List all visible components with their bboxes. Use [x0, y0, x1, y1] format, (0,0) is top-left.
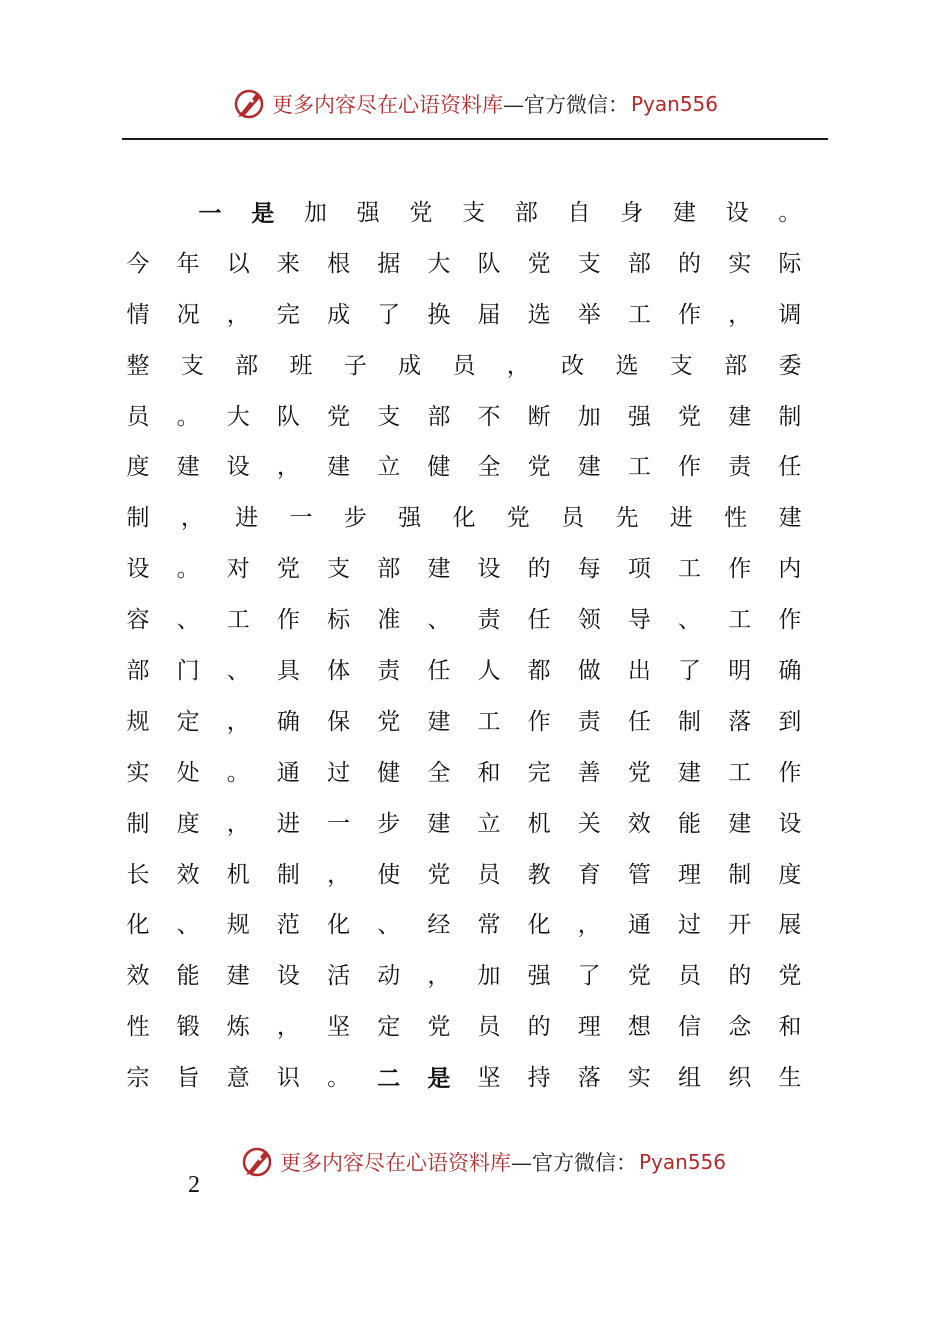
text-char: 完 — [527, 759, 551, 786]
text-char: 党 — [327, 403, 351, 430]
text-char: 范 — [276, 912, 300, 939]
text-char: 部 — [377, 556, 401, 583]
text-char: 确 — [778, 657, 802, 684]
text-char: 任 — [627, 708, 651, 735]
pen-nib-logo-icon — [240, 1144, 276, 1180]
text-char: 党 — [527, 250, 551, 277]
text-char: 责 — [377, 657, 401, 684]
text-char: 完 — [276, 301, 300, 328]
text-char: 际 — [778, 250, 802, 277]
text-char: 班 — [289, 352, 313, 379]
text-char: 旨 — [176, 1065, 200, 1092]
text-char: 加 — [577, 403, 601, 430]
text-char: 设 — [477, 556, 501, 583]
text-char: 定 — [176, 708, 200, 735]
text-char: 党 — [377, 708, 401, 735]
text-char: 。 — [778, 199, 802, 226]
text-char: 每 — [577, 556, 601, 583]
text-char: 、 — [377, 912, 401, 939]
text-char: 制 — [276, 861, 300, 888]
text-char: 的 — [678, 250, 702, 277]
text-char: 育 — [577, 861, 601, 888]
text-char: 制 — [778, 403, 802, 430]
text-char: 了 — [577, 963, 601, 990]
text-char: ， — [577, 912, 601, 939]
text-char: 健 — [377, 759, 401, 786]
text-line — [124, 493, 804, 544]
text-char: 化 — [527, 912, 551, 939]
text-char: 设 — [276, 963, 300, 990]
text-char: 性 — [724, 505, 748, 532]
text-char: 建 — [427, 556, 451, 583]
header-site-text: 更多内容尽在心语资料库 — [271, 93, 503, 117]
text-char: 大 — [226, 403, 250, 430]
text-line — [124, 595, 804, 646]
text-char: 性 — [126, 1014, 150, 1041]
text-char: 设 — [126, 556, 150, 583]
text-char: 。 — [327, 1065, 351, 1092]
text-char: 明 — [728, 657, 752, 684]
text-char: 支 — [462, 199, 486, 226]
text-char: 支 — [180, 352, 204, 379]
text-line — [124, 951, 804, 1002]
text-char: 设 — [778, 810, 802, 837]
text-char: 工 — [627, 301, 651, 328]
text-char: 和 — [477, 759, 501, 786]
text-char: 建 — [176, 454, 200, 481]
text-char: 作 — [527, 708, 551, 735]
text-line — [124, 900, 804, 951]
text-char: 过 — [678, 912, 702, 939]
text-char: ， — [180, 505, 204, 532]
text-char: 党 — [778, 963, 802, 990]
text-char: 容 — [126, 607, 150, 634]
text-char: 加 — [303, 199, 327, 226]
text-char: 员 — [561, 505, 585, 532]
text-char: 强 — [398, 505, 422, 532]
text-char: 动 — [377, 963, 401, 990]
text-char: 委 — [778, 352, 802, 379]
text-char: 是 — [427, 1065, 451, 1093]
text-char: 、 — [176, 607, 200, 634]
text-char: 想 — [627, 1014, 651, 1041]
text-char: 规 — [126, 708, 150, 735]
text-char: 善 — [577, 759, 601, 786]
text-char: 都 — [527, 657, 551, 684]
text-line — [124, 697, 804, 748]
text-char: 持 — [527, 1065, 551, 1092]
text-char: 能 — [678, 810, 702, 837]
text-char: 责 — [477, 607, 501, 634]
text-char: 以 — [226, 250, 250, 277]
text-char: ， — [728, 301, 752, 328]
text-char: 开 — [728, 912, 752, 939]
text-char: 步 — [343, 505, 367, 532]
text-char: 部 — [724, 352, 748, 379]
text-char: 党 — [276, 556, 300, 583]
text-char: 准 — [377, 607, 401, 634]
text-char: 宗 — [126, 1065, 150, 1092]
text-char: 、 — [226, 657, 250, 684]
footer-wechat-text: —官方微信： — [510, 1151, 637, 1175]
text-char: 的 — [728, 963, 752, 990]
text-char: 党 — [427, 1014, 451, 1041]
text-char: 长 — [126, 861, 150, 888]
text-char: 定 — [377, 1014, 401, 1041]
text-char: 建 — [672, 199, 696, 226]
text-char: 的 — [527, 1014, 551, 1041]
text-char: 大 — [427, 250, 451, 277]
text-char: 建 — [427, 810, 451, 837]
text-char: 出 — [627, 657, 651, 684]
text-char: 制 — [126, 810, 150, 837]
text-char: 任 — [427, 657, 451, 684]
text-char: 部 — [235, 352, 259, 379]
text-char: ， — [226, 810, 250, 837]
text-char: 强 — [356, 199, 380, 226]
text-char: ， — [276, 1014, 300, 1041]
text-char: ， — [276, 454, 300, 481]
text-char: 工 — [226, 607, 250, 634]
text-char: 炼 — [226, 1014, 250, 1041]
text-line — [124, 748, 804, 799]
text-char: 实 — [126, 759, 150, 786]
text-char: 效 — [627, 810, 651, 837]
text-char: 党 — [627, 759, 651, 786]
text-char: 坚 — [477, 1065, 501, 1092]
text-char: 员 — [126, 403, 150, 430]
text-char: 员 — [452, 352, 476, 379]
text-line — [124, 1053, 804, 1104]
text-char: 具 — [276, 657, 300, 684]
text-char: 今 — [126, 250, 150, 277]
text-char: 到 — [778, 708, 802, 735]
text-char: 生 — [778, 1065, 802, 1092]
text-char: 信 — [678, 1014, 702, 1041]
text-char: 换 — [427, 301, 451, 328]
text-char: 教 — [527, 861, 551, 888]
text-char: 选 — [527, 301, 551, 328]
text-char: 作 — [678, 301, 702, 328]
text-char: 党 — [678, 403, 702, 430]
text-char: 整 — [126, 352, 150, 379]
text-char: 子 — [343, 352, 367, 379]
text-char: 织 — [728, 1065, 752, 1092]
text-char: 选 — [615, 352, 639, 379]
text-char: 落 — [577, 1065, 601, 1092]
text-char: 组 — [678, 1065, 702, 1092]
text-char: 届 — [477, 301, 501, 328]
text-char: 标 — [327, 607, 351, 634]
text-char: 立 — [477, 810, 501, 837]
pen-nib-logo-icon — [232, 86, 268, 122]
text-line — [124, 799, 804, 850]
text-char: 度 — [176, 810, 200, 837]
text-char: 导 — [627, 607, 651, 634]
text-char: 工 — [728, 759, 752, 786]
text-char: 制 — [678, 708, 702, 735]
text-char: 使 — [377, 861, 401, 888]
text-char: ， — [226, 301, 250, 328]
text-char: 、 — [427, 607, 451, 634]
text-char: 建 — [728, 403, 752, 430]
text-char: 念 — [728, 1014, 752, 1041]
text-char: 度 — [126, 454, 150, 481]
text-char: ， — [427, 963, 451, 990]
text-char: 支 — [327, 556, 351, 583]
footer-banner — [0, 1142, 950, 1182]
text-char: 机 — [527, 810, 551, 837]
text-char: 内 — [778, 556, 802, 583]
text-char: 队 — [477, 250, 501, 277]
page-number: 2 — [188, 1172, 200, 1198]
text-char: 化 — [452, 505, 476, 532]
text-line — [124, 646, 804, 697]
text-char: 强 — [627, 403, 651, 430]
text-char: 制 — [728, 861, 752, 888]
text-char: 作 — [728, 556, 752, 583]
text-char: 能 — [176, 963, 200, 990]
text-char: 部 — [126, 657, 150, 684]
header-divider — [122, 138, 828, 140]
text-char: 改 — [561, 352, 585, 379]
text-char: 确 — [276, 708, 300, 735]
text-line — [124, 239, 804, 290]
text-char: ， — [226, 708, 250, 735]
text-char: 党 — [409, 199, 433, 226]
text-char: 效 — [126, 963, 150, 990]
text-char: 常 — [477, 912, 501, 939]
text-char: 展 — [778, 912, 802, 939]
text-char: 了 — [678, 657, 702, 684]
text-char: 、 — [678, 607, 702, 634]
text-char: 和 — [778, 1014, 802, 1041]
text-char: ， — [327, 861, 351, 888]
text-char: 全 — [477, 454, 501, 481]
text-char: 建 — [427, 708, 451, 735]
text-char: 落 — [728, 708, 752, 735]
text-char: 一 — [327, 810, 351, 837]
text-line — [124, 442, 804, 493]
text-char: 支 — [377, 403, 401, 430]
text-line — [124, 188, 804, 239]
text-char: 门 — [176, 657, 200, 684]
text-char: 一 — [289, 505, 313, 532]
text-char: 强 — [527, 963, 551, 990]
text-char: 的 — [527, 556, 551, 583]
text-char: 支 — [669, 352, 693, 379]
text-char: 支 — [577, 250, 601, 277]
text-line — [124, 1002, 804, 1053]
text-char: 自 — [567, 199, 591, 226]
body-text — [124, 188, 804, 1104]
text-char: 党 — [427, 861, 451, 888]
text-char: 部 — [427, 403, 451, 430]
text-char: 调 — [778, 301, 802, 328]
text-char: 建 — [728, 810, 752, 837]
text-char: 作 — [276, 607, 300, 634]
text-char: 机 — [226, 861, 250, 888]
text-char: 加 — [477, 963, 501, 990]
text-char: 成 — [327, 301, 351, 328]
header-banner — [0, 84, 950, 124]
text-char: 根 — [327, 250, 351, 277]
text-char: 。 — [176, 556, 200, 583]
text-char: 成 — [398, 352, 422, 379]
text-char: 身 — [620, 199, 644, 226]
text-char: 举 — [577, 301, 601, 328]
text-char: 建 — [678, 759, 702, 786]
text-char: 。 — [226, 759, 250, 786]
text-char: 工 — [477, 708, 501, 735]
text-char: 了 — [377, 301, 401, 328]
text-char: 实 — [728, 250, 752, 277]
text-char: 度 — [778, 861, 802, 888]
text-char: 建 — [577, 454, 601, 481]
text-char: 据 — [377, 250, 401, 277]
text-char: 实 — [627, 1065, 651, 1092]
text-line — [124, 850, 804, 901]
header-wechat-text: —官方微信： — [502, 93, 629, 117]
text-char: 作 — [678, 454, 702, 481]
text-char: 责 — [577, 708, 601, 735]
text-char: 进 — [235, 505, 259, 532]
text-char: 来 — [276, 250, 300, 277]
text-char: 锻 — [176, 1014, 200, 1041]
text-line — [124, 392, 804, 443]
text-char: 断 — [527, 403, 551, 430]
text-char: 步 — [377, 810, 401, 837]
text-char: 设 — [226, 454, 250, 481]
text-char: 年 — [176, 250, 200, 277]
footer-wechat-id: Pyan556 — [638, 1150, 726, 1174]
text-char: 化 — [327, 912, 351, 939]
text-char: 人 — [477, 657, 501, 684]
text-char: 健 — [427, 454, 451, 481]
header-wechat-id: Pyan556 — [630, 92, 718, 116]
text-char: 坚 — [327, 1014, 351, 1041]
text-char: 员 — [477, 861, 501, 888]
text-char: 设 — [725, 199, 749, 226]
text-char: 通 — [627, 912, 651, 939]
text-char: 通 — [276, 759, 300, 786]
text-char: 关 — [577, 810, 601, 837]
text-char: 活 — [327, 963, 351, 990]
text-char: 建 — [327, 454, 351, 481]
text-char: 项 — [627, 556, 651, 583]
text-char: 管 — [627, 861, 651, 888]
text-char: 立 — [377, 454, 401, 481]
text-line — [124, 290, 804, 341]
text-char: 不 — [477, 403, 501, 430]
text-char: 员 — [678, 963, 702, 990]
text-char: 进 — [276, 810, 300, 837]
text-char: 党 — [627, 963, 651, 990]
text-char: 建 — [226, 963, 250, 990]
text-char: 化 — [126, 912, 150, 939]
text-char: 任 — [778, 454, 802, 481]
text-char: 队 — [276, 403, 300, 430]
text-line — [124, 341, 804, 392]
text-char: 作 — [778, 759, 802, 786]
text-char: 进 — [669, 505, 693, 532]
text-char: 全 — [427, 759, 451, 786]
text-line — [124, 544, 804, 595]
text-char: 员 — [477, 1014, 501, 1041]
text-char: 作 — [778, 607, 802, 634]
text-char: 工 — [627, 454, 651, 481]
text-char: 任 — [527, 607, 551, 634]
text-char: 保 — [327, 708, 351, 735]
text-char: 。 — [176, 403, 200, 430]
text-char: 部 — [514, 199, 538, 226]
text-char: 先 — [615, 505, 639, 532]
text-char: 领 — [577, 607, 601, 634]
text-char: ， — [506, 352, 530, 379]
text-char: 党 — [527, 454, 551, 481]
text-char: 党 — [506, 505, 530, 532]
text-char: 况 — [176, 301, 200, 328]
text-char: 体 — [327, 657, 351, 684]
text-char: 经 — [427, 912, 451, 939]
text-char: 、 — [176, 912, 200, 939]
text-char: 识 — [276, 1065, 300, 1092]
text-char: 做 — [577, 657, 601, 684]
text-char: 部 — [627, 250, 651, 277]
text-char: 情 — [126, 301, 150, 328]
footer-site-text: 更多内容尽在心语资料库 — [279, 1151, 511, 1175]
text-char: 是 — [251, 199, 275, 227]
text-char: 处 — [176, 759, 200, 786]
text-char: 工 — [678, 556, 702, 583]
text-char: 效 — [176, 861, 200, 888]
text-char: 规 — [226, 912, 250, 939]
text-char: 对 — [226, 556, 250, 583]
text-char: 理 — [577, 1014, 601, 1041]
text-char: 工 — [728, 607, 752, 634]
text-char: 意 — [226, 1065, 250, 1092]
text-char: 制 — [126, 505, 150, 532]
text-char: 过 — [327, 759, 351, 786]
text-char: 责 — [728, 454, 752, 481]
text-char: 建 — [778, 505, 802, 532]
text-char: 一 — [198, 199, 222, 227]
text-char: 二 — [377, 1065, 401, 1093]
text-char: 理 — [678, 861, 702, 888]
